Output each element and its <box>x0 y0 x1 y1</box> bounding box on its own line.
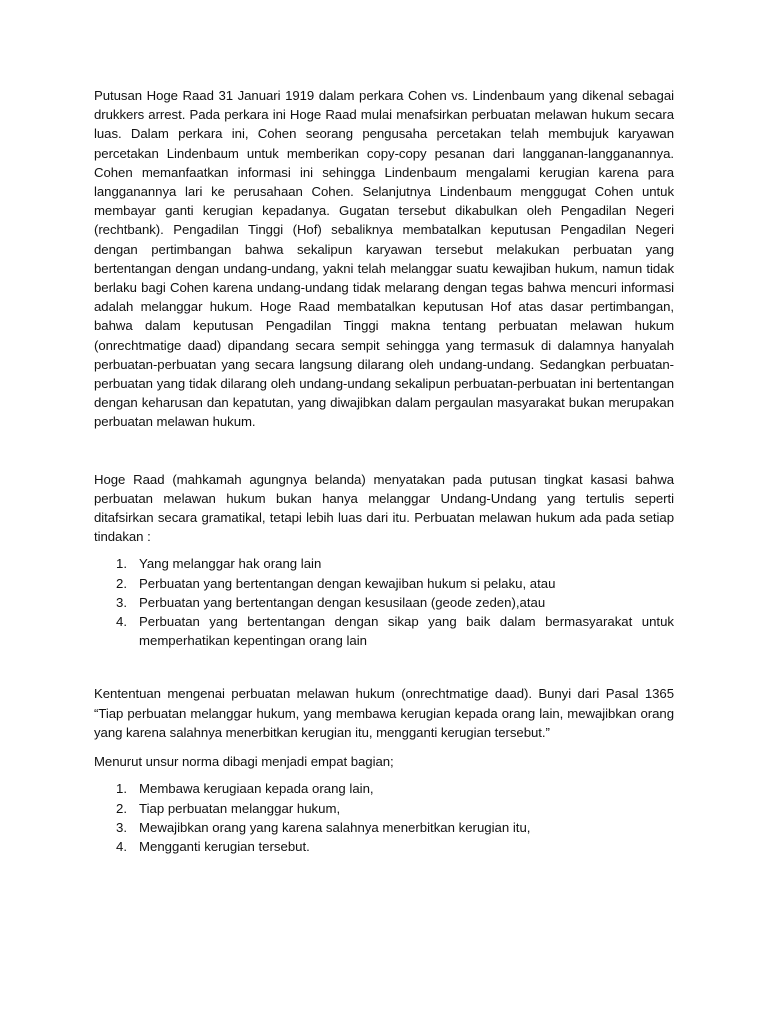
paragraph-cohen-lindenbaum: Putusan Hoge Raad 31 Januari 1919 dalam perkara Cohen vs. Lindenbaum yang dikenal sebagai drukkers arrest. Pada perkara ini Hoge Raad mulai menafsirkan perbuatan melawan hukum secara luas. Dalam perkara ini, Cohen seorang pengusaha percetakan telah membujuk karyawan percetakan Lindenbaum untuk memberikan copy-copy pesanan dari langganan-langganannya. Cohen memanfaatkan informasi ini sehingga Lindenbaum mengalami kerugian karena para langganannya lari ke perusahaan Cohen. Selanjutnya Lindenbaum menggugat Cohen untuk membayar ganti kerugian kepadanya. Gugatan tersebut dikabulkan oleh Pengadilan Negeri (rechtbank). Pengadilan Tinggi (Hof) sebaliknya membatalkan keputusan Pengadilan Negeri dengan pertimbangan bahwa sekalipun karyawan tersebut melakukan perbuatan yang bertentangan dengan undang-undang, yakni telah melanggar suatu kewajiban hukum, namun tidak berlaku bagi Cohen karena undang-undang tidak melarang dengan tegas bahwa mencuri informasi adalah melanggar hukum. Hoge Raad membatalkan keputusan Hof atas dasar pertimbangan, bahwa dalam keputusan Pengadilan Tinggi makna tentang perbuatan melawan hukum (onrechtmatige daad) dipandang secara sempit sehingga yang termasuk di dalamnya hanyalah perbuatan-perbuatan yang secara langsung dilarang oleh undang-undang. Sedangkan perbuatan-perbuatan yang tidak dilarang oleh undang-undang sekalipun perbuatan-perbuatan ini bertentangan dengan keharusan dan kepatutan, yang diwajibkan dalam pergaulan masyarakat bukan merupakan perbuatan melawan hukum. <box>94 88 674 430</box>
list-item <box>94 779 674 798</box>
list-item-text: Perbuatan yang bertentangan dengan kewajiban hukum si pelaku, atau <box>139 575 556 591</box>
list-item <box>94 593 674 612</box>
list-number: 1. <box>116 556 127 572</box>
list-number: 4. <box>116 614 127 630</box>
list-number: 1. <box>116 781 127 797</box>
list-item <box>94 818 674 837</box>
list-number: 2. <box>116 800 127 816</box>
paragraph-pasal-1365: Kententuan mengenai perbuatan melawan hukum (onrechtmatige daad). Bunyi dari Pasal 1365 “Tiap perbuatan melanggar hukum, yang membawa kerugian kepada orang lain, mewajibkan orang yang karena salahnya menerbitkan kerugian itu, mengganti kerugian tersebut.” <box>94 686 674 740</box>
list-item <box>94 612 674 650</box>
paragraph-hoge-raad-kasasi: Hoge Raad (mahkamah agungnya belanda) menyatakan pada putusan tingkat kasasi bahwa perbuatan melawan hukum bukan hanya melanggar Undang-Undang yang tertulis seperti ditafsirkan secara gramatikal, tetapi lebih luas dari itu. Perbuatan melawan hukum ada pada setiap tindakan : <box>94 471 674 545</box>
list-item-text: Tiap perbuatan melanggar hukum, <box>139 800 341 816</box>
list-item <box>94 799 674 818</box>
list-number: 4. <box>116 838 127 854</box>
list-number: 3. <box>116 594 127 610</box>
list-number: 2. <box>116 575 127 591</box>
list-item-text: Perbuatan yang bertentangan dengan sikap yang baik dalam bermasyarakat untuk memperhatikan kepentingan orang lain <box>139 614 674 649</box>
paragraph-norm-elements-intro: Menurut unsur norma dibagi menjadi empat bagian; <box>94 754 394 770</box>
list-item <box>94 837 674 856</box>
list-item-text: Yang melanggar hak orang lain <box>139 556 322 572</box>
list-item-text: Perbuatan yang bertentangan dengan kesusilaan (geode zeden),atau <box>139 594 546 610</box>
list-item <box>94 554 674 573</box>
list-item <box>94 574 674 593</box>
list-item-text: Mewajibkan orang yang karena salahnya menerbitkan kerugian itu, <box>139 819 531 835</box>
list-norm-elements <box>94 779 674 856</box>
list-number: 3. <box>116 819 127 835</box>
list-unlawful-acts <box>94 554 674 650</box>
list-item-text: Membawa kerugiaan kepada orang lain, <box>139 781 374 797</box>
list-item-text: Mengganti kerugian tersebut. <box>139 838 310 854</box>
